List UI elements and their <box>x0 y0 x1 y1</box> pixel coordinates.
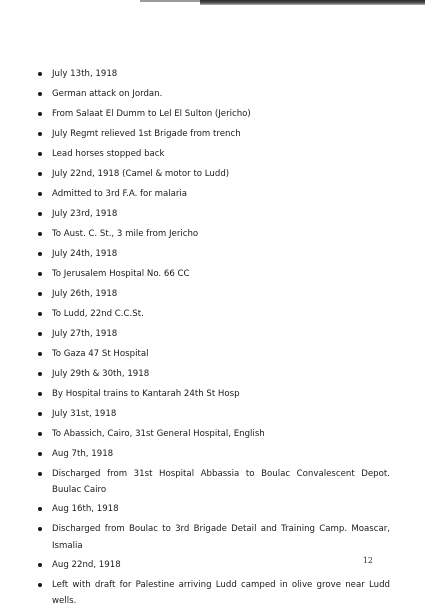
diary-entry: July 23rd, 1918 <box>38 206 390 224</box>
diary-entry: German attack on Jordan. <box>38 86 390 104</box>
page-number: 12 <box>362 556 373 565</box>
diary-entry: Aug 16th, 1918 <box>38 501 390 519</box>
diary-entry: To Abassich, Cairo, 31st General Hospital, English <box>38 426 390 444</box>
scan-border-left <box>140 0 200 2</box>
diary-entry: Admitted to 3rd F.A. for malaria <box>38 186 390 204</box>
diary-entry: By Hospital trains to Kantarah 24th St Hosp <box>38 386 390 404</box>
diary-entry: Aug 22nd, 1918 <box>38 557 390 575</box>
diary-entry: July Regmt relieved 1st Brigade from trench <box>38 126 390 144</box>
diary-entry: July 26th, 1918 <box>38 286 390 304</box>
diary-entry-list <box>38 66 390 612</box>
diary-entry: To Jerusalem Hospital No. 66 CC <box>38 266 390 284</box>
diary-entry: Discharged from 31st Hospital Abbassia to Boulac Convalescent Depot. Buulac Cairo <box>38 466 390 498</box>
diary-entry: To Aust. C. St., 3 mile from Jericho <box>38 226 390 244</box>
diary-entry: To Gaza 47 St Hospital <box>38 346 390 364</box>
diary-entry: Lead horses stopped back <box>38 146 390 164</box>
diary-entry: Discharged from Boulac to 3rd Brigade Detail and Training Camp. Moascar, Ismalia <box>38 521 390 553</box>
diary-entry: July 27th, 1918 <box>38 326 390 344</box>
diary-entry: July 31st, 1918 <box>38 406 390 424</box>
diary-entry: July 22nd, 1918 (Camel & motor to Ludd) <box>38 166 390 184</box>
diary-entry: To Ludd, 22nd C.C.St. <box>38 306 390 324</box>
diary-entry: July 13th, 1918 <box>38 66 390 84</box>
diary-entry: Left with draft for Palestine arriving Ludd camped in olive grove near Ludd wells. <box>38 577 390 609</box>
diary-entry: July 24th, 1918 <box>38 246 390 264</box>
diary-entry: From Salaat El Dumm to Lel El Sulton (Jericho) <box>38 106 390 124</box>
diary-entry: July 29th & 30th, 1918 <box>38 366 390 384</box>
scan-border-top <box>200 0 425 5</box>
diary-entry: Aug 7th, 1918 <box>38 446 390 464</box>
